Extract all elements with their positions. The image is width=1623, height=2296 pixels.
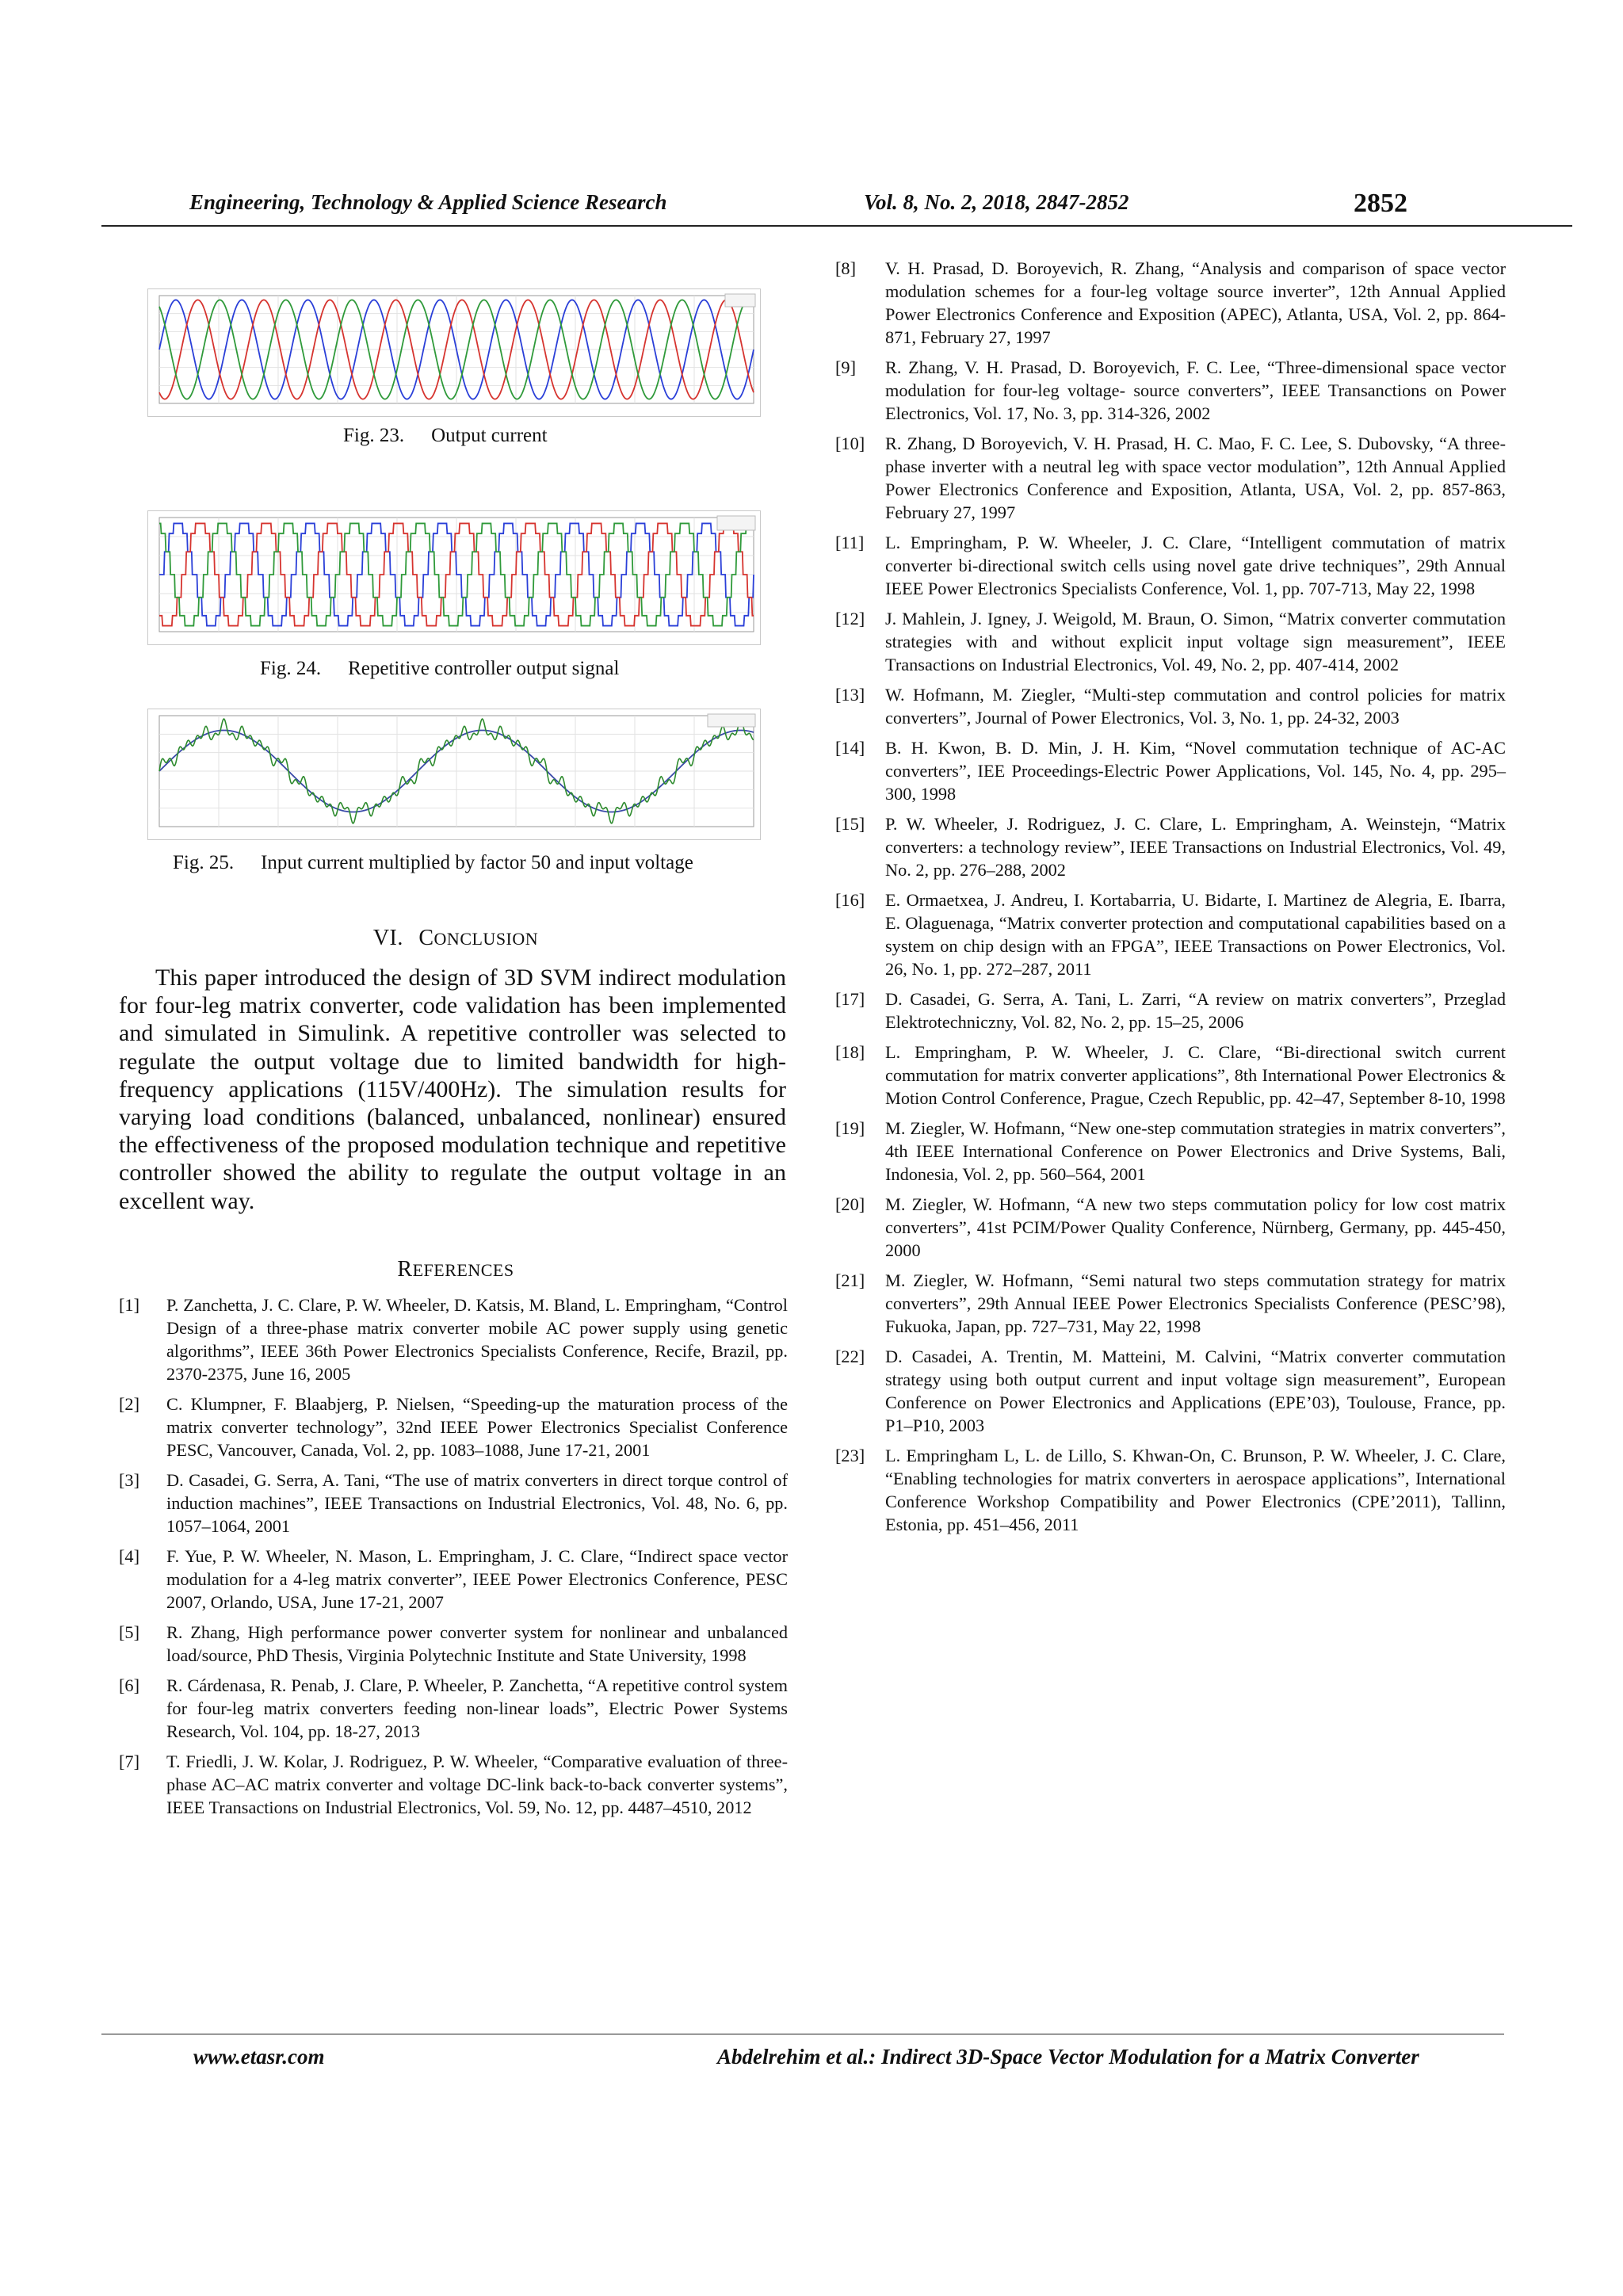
conclusion-heading <box>119 926 792 951</box>
reference-item <box>835 257 1506 349</box>
reference-number: [14] <box>835 738 865 758</box>
reference-item <box>835 1269 1506 1338</box>
references-title-rest: EFERENCES <box>412 1260 514 1280</box>
figure-24-caption <box>260 658 619 680</box>
reference-number: [15] <box>835 814 865 834</box>
reference-number: [1] <box>119 1295 139 1315</box>
reference-text: L. Empringham L, L. de Lillo, S. Khwan-On, C. Brunson, P. W. Wheeler, J. C. Clare, “Enabling technologies for matrix converters in aerospace applications”, International Conference Workshop Compatibility and Power Electronics (CPE’2011), Tallinn, Estonia, pp. 451–456, 2011 <box>885 1446 1506 1534</box>
reference-number: [3] <box>119 1470 139 1490</box>
reference-item <box>835 432 1506 524</box>
reference-item <box>119 1674 788 1743</box>
reference-text: P. W. Wheeler, J. Rodriguez, J. C. Clare, L. Empringham, A. Weinstejn, “Matrix converters: a technology review”, IEEE Transactions on Industrial Electronics, Vol. 49, No. 2, pp. 276–288, 2002 <box>885 814 1506 880</box>
figure-23-caption <box>343 425 548 447</box>
reference-text: J. Mahlein, J. Igney, J. Weigold, M. Braun, O. Simon, “Matrix converter commutation strategies with and without explicit input voltage sign measurement”, IEEE Transactions on Industrial Electronics, Vol. 49, No. 2, pp. 407-414, 2002 <box>885 609 1506 674</box>
references-list-right <box>835 257 1506 1543</box>
figure-25-legend <box>708 714 755 727</box>
journal-title: Engineering, Technology & Applied Science Research <box>189 190 667 214</box>
reference-text: L. Empringham, P. W. Wheeler, J. C. Clare, “Intelligent commutation of matrix converter bi-directional switch cells using novel gate drive techniques”, 29th Annual IEEE Power Electronics Specialists Conference, Vol. 1, pp. 707-713, May 22, 1998 <box>885 533 1506 598</box>
reference-item <box>835 1193 1506 1262</box>
reference-number: [6] <box>119 1675 139 1695</box>
reference-number: [22] <box>835 1347 865 1366</box>
reference-text: R. Zhang, V. H. Prasad, D. Boroyevich, F. C. Lee, “Three-dimensional space vector modulation for four-leg voltage- source converters”, IEEE Transanctions on Power Electronics, Vol. 17, No. 3, pp. 314-326, 2002 <box>885 357 1506 423</box>
reference-number: [18] <box>835 1042 865 1062</box>
figure-23-plot <box>147 288 761 417</box>
reference-text: T. Friedli, J. W. Kolar, J. Rodriguez, P. W. Wheeler, “Comparative evaluation of three-phase AC–AC matrix converter and voltage DC-link back-to-back converter systems”, IEEE Transactions on Industrial Electronics, Vol. 59, No. 12, pp. 4487–4510, 2012 <box>166 1752 788 1817</box>
figure-24-plot <box>147 510 761 645</box>
footer-citation: Abdelrehim et al.: Indirect 3D-Space Vector Modulation for a Matrix Converter <box>717 2045 1419 2069</box>
reference-number: [9] <box>835 357 856 377</box>
figure-24-caption-text: Repetitive controller output signal <box>348 658 620 679</box>
reference-text: D. Casadei, A. Trentin, M. Matteini, M. Calvini, “Matrix converter commutation strategy using both output current and input voltage sign measurement”, European Conference on Power Electronics and Applications (EPE’03), Toulouse, France, pp. P1–P10, 2003 <box>885 1347 1506 1435</box>
reference-item <box>835 988 1506 1033</box>
reference-text: D. Casadei, G. Serra, A. Tani, “The use of matrix converters in direct torque control of induction machines”, IEEE Transactions on Industrial Electronics, Vol. 48, No. 6, pp. 1057–1064, 2001 <box>166 1470 788 1536</box>
reference-item <box>835 1041 1506 1110</box>
reference-item <box>835 1444 1506 1536</box>
reference-item <box>835 531 1506 600</box>
reference-item <box>835 888 1506 980</box>
conclusion-paragraph: This paper introduced the design of 3D SVM indirect modulation for four-leg matrix converter, code validation has been implemented and simulated in Simulink. A repetitive controller was selected to regulate the output voltage due to limited bandwidth for high-frequency applications (115V/400Hz). The simulation results for varying load conditions (balanced, unbalanced, nonlinear) ensured the effectiveness of the proposed modulation technique and repetitive controller showed the ability to regulate the output voltage in an excellent way. <box>119 965 786 1214</box>
conclusion-number: VI. <box>372 926 403 950</box>
reference-number: [2] <box>119 1394 139 1414</box>
figure-25-label: Fig. 25. <box>173 852 235 873</box>
figure-25-grid <box>159 716 754 827</box>
references-list-left <box>119 1293 788 1826</box>
figure-23-legend <box>725 294 755 307</box>
reference-item <box>835 683 1506 729</box>
journal-volume: Vol. 8, No. 2, 2018, 2847-2852 <box>864 190 1129 214</box>
reference-number: [16] <box>835 890 865 910</box>
reference-item <box>119 1750 788 1819</box>
figure-24-label: Fig. 24. <box>260 658 322 679</box>
reference-number: [7] <box>119 1752 139 1771</box>
reference-text: M. Ziegler, W. Hofmann, “A new two steps commutation policy for low cost matrix converters”, 41st PCIM/Power Quality Conference, Nürnberg, Germany, pp. 445-450, 2000 <box>885 1194 1506 1260</box>
figure-24-legend <box>717 516 755 530</box>
reference-item <box>835 1117 1506 1186</box>
reference-text: M. Ziegler, W. Hofmann, “Semi natural two steps commutation strategy for matrix converters”, 29th Annual IEEE Power Electronics Specialists Conference (PESC’98), Fukuoka, Japan, pp. 727–731, May 22, 1998 <box>885 1270 1506 1336</box>
reference-number: [20] <box>835 1194 865 1214</box>
reference-item <box>119 1392 788 1461</box>
figure-25-plot <box>147 709 761 840</box>
reference-number: [11] <box>835 533 865 552</box>
footer-website[interactable]: www.etasr.com <box>193 2045 325 2069</box>
reference-item <box>835 736 1506 805</box>
reference-number: [23] <box>835 1446 865 1465</box>
header-rule <box>101 225 1572 227</box>
reference-item <box>119 1545 788 1614</box>
figure-25-svg <box>148 709 760 839</box>
reference-text: R. Zhang, High performance power converter system for nonlinear and unbalanced load/source, PhD Thesis, Virginia Polytechnic Institute and State University, 1998 <box>166 1622 788 1665</box>
reference-item <box>835 356 1506 425</box>
reference-number: [8] <box>835 258 856 278</box>
figure-23-caption-text: Output current <box>431 425 548 446</box>
conclusion-title-rest: ONCLUSION <box>433 929 539 949</box>
reference-text: D. Casadei, G. Serra, A. Tani, L. Zarri, “A review on matrix converters”, Przeglad Elektrotechniczny, Vol. 82, No. 2, pp. 15–25, 2006 <box>885 989 1506 1032</box>
reference-text: B. H. Kwon, B. D. Min, J. H. Kim, “Novel commutation technique of AC-AC converters”, IEE Proceedings-Electric Power Applications, Vol. 145, No. 4, pp. 295–300, 1998 <box>885 738 1506 804</box>
reference-text: R. Cárdenasa, R. Penab, J. Clare, P. Wheeler, P. Zanchetta, “A repetitive control system for four-leg matrix converters feeding non-linear loads”, Electric Power Systems Research, Vol. 104, pp. 18-27, 2013 <box>166 1675 788 1741</box>
reference-number: [4] <box>119 1546 139 1566</box>
reference-text: V. H. Prasad, D. Boroyevich, R. Zhang, “Analysis and comparison of space vector modulation schemes for a four-leg voltage source inverter”, 12th Annual Applied Power Electronics Conference and Exposition (APEC), Atlanta, USA, Vol. 2, pp. 864-871, February 27, 1997 <box>885 258 1506 347</box>
figure-23-svg <box>148 289 760 416</box>
reference-number: [21] <box>835 1270 865 1290</box>
references-heading <box>119 1257 792 1282</box>
reference-item <box>835 607 1506 676</box>
reference-text: E. Ormaetxea, J. Andreu, I. Kortabarria, U. Bidarte, I. Martinez de Alegria, E. Ibarra, E. Olaguenaga, “Matrix converter protection and computational capabilities based on a system on chip design with an FPGA”, IEEE Transactions on Power Electronics, Vol. 26, No. 1, pp. 272–287, 2011 <box>885 890 1506 979</box>
figure-25-caption <box>173 852 693 874</box>
reference-text: P. Zanchetta, J. C. Clare, P. W. Wheeler, D. Katsis, M. Bland, L. Empringham, “Control Design of a three-phase matrix converter mobile AC power supply using genetic algorithms”, IEEE 36th Power Electronics Specialists Conference, Recife, Brazil, pp. 2370-2375, June 16, 2005 <box>166 1295 788 1384</box>
reference-number: [10] <box>835 434 865 453</box>
conclusion-title-initial: C <box>418 926 434 950</box>
reference-text: L. Empringham, P. W. Wheeler, J. C. Clare, “Bi-directional switch current commutation for matrix converter applications”, 8th International Power Electronics & Motion Control Conference, Prague, Czech Republic, pp. 42–47, September 8-10, 1998 <box>885 1042 1506 1108</box>
figure-25-caption-text: Input current multiplied by factor 50 and input voltage <box>261 852 693 873</box>
references-title-initial: R <box>397 1257 413 1282</box>
reference-number: [13] <box>835 685 865 705</box>
reference-text: C. Klumpner, F. Blaabjerg, P. Nielsen, “Speeding-up the maturation process of the matrix converter technology”, 32nd IEEE Power Electronics Specialist Conference PESC, Vancouver, Canada, Vol. 2, pp. 1083–1088, June 17-21, 2001 <box>166 1394 788 1460</box>
reference-item <box>119 1469 788 1538</box>
figure-23-label: Fig. 23. <box>343 425 405 446</box>
reference-number: [17] <box>835 989 865 1009</box>
reference-item <box>119 1293 788 1385</box>
reference-number: [5] <box>119 1622 139 1642</box>
reference-text: R. Zhang, D Boroyevich, V. H. Prasad, H. C. Mao, F. C. Lee, S. Dubovsky, “A three-phase inverter with a neutral leg with space vector modulation”, 12th Annual Applied Power Electronics Conference and Exposition, Atlanta, USA, Vol. 2, pp. 857-863, February 27, 1997 <box>885 434 1506 522</box>
reference-item <box>119 1621 788 1667</box>
reference-text: F. Yue, P. W. Wheeler, N. Mason, L. Empringham, J. C. Clare, “Indirect space vector modulation for a 4-leg matrix converter”, IEEE Power Electronics Conference, PESC 2007, Orlando, USA, June 17-21, 2007 <box>166 1546 788 1612</box>
reference-text: W. Hofmann, M. Ziegler, “Multi-step commutation and control policies for matrix converters”, Journal of Power Electronics, Vol. 3, No. 1, pp. 24-32, 2003 <box>885 685 1506 728</box>
figure-24-svg <box>148 511 760 644</box>
reference-number: [12] <box>835 609 865 628</box>
reference-text: M. Ziegler, W. Hofmann, “New one-step commutation strategies in matrix converters”, 4th IEEE International Conference on Power Electronics and Drive Systems, Bali, Indonesia, Vol. 2, pp. 560–564, 2001 <box>885 1118 1506 1184</box>
reference-item <box>835 812 1506 881</box>
reference-number: [19] <box>835 1118 865 1138</box>
page-number: 2852 <box>1354 189 1407 218</box>
reference-item <box>835 1345 1506 1437</box>
